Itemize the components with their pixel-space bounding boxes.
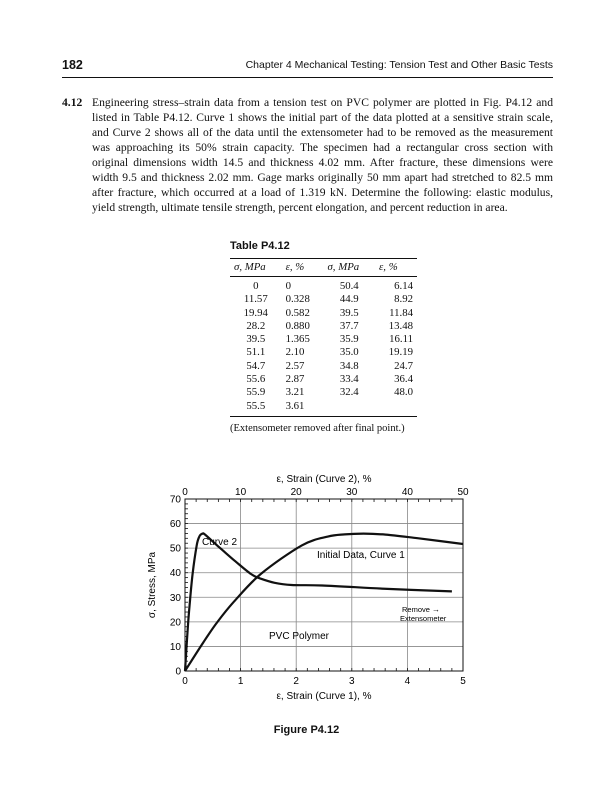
y-tick-label: 0: [175, 666, 181, 678]
table-cell: 44.9: [339, 293, 359, 306]
y-tick-label: 70: [169, 494, 181, 506]
annotation-curve-2: Curve 2: [202, 537, 238, 548]
col-header-stress-2: σ, MPa: [323, 259, 375, 277]
x-tick-label-top: 40: [401, 487, 413, 498]
page-number: 182: [62, 58, 83, 72]
table-row: [230, 293, 417, 306]
table-row: [230, 307, 417, 320]
table-cell: 50.4: [339, 280, 359, 292]
table-p4-12: [230, 240, 430, 434]
table-cell: 19.94: [243, 306, 268, 319]
table-cell: 19.19: [388, 346, 413, 359]
table-row: [230, 346, 417, 359]
y-tick-label: 20: [169, 617, 181, 629]
y-tick-label: 50: [169, 543, 181, 555]
y-axis-label: σ, Stress, MPa: [147, 551, 158, 619]
table-cell: 2.87: [285, 373, 305, 386]
table-cell: [375, 400, 417, 417]
table-cell: 13.48: [388, 319, 413, 332]
annotation-material: PVC Polymer: [269, 631, 330, 642]
running-head: Chapter 4 Mechanical Testing: Tension Test and Other Basic Tests: [245, 59, 553, 71]
col-header-strain-1: ε, %: [282, 259, 324, 277]
table-cell: 36.4: [394, 373, 413, 386]
table-cell: 2.57: [285, 359, 305, 372]
annotation-remove: Remove: [402, 605, 430, 614]
table-cell: 11.84: [389, 306, 413, 319]
table-cell: 55.5: [230, 400, 282, 417]
table-cell: 51.1: [246, 346, 266, 359]
x-tick-label-bottom: 2: [293, 676, 299, 687]
table-cell: 0.880: [285, 319, 310, 332]
problem-number: 4.12: [62, 96, 83, 109]
table-cell: 0.582: [285, 306, 310, 319]
table-cell: 8.92: [394, 293, 413, 306]
x-tick-label-bottom: 3: [349, 676, 355, 687]
table-title: Table P4.12: [230, 240, 290, 252]
x-tick-label-bottom: 5: [460, 676, 466, 687]
table-cell: 28.2: [246, 319, 266, 332]
table-cell: 0: [253, 280, 259, 292]
table-cell: 55.6: [246, 373, 266, 386]
table-cell: 3.21: [285, 386, 305, 399]
table-cell: 33.4: [339, 373, 359, 386]
annotation-extensometer: Extensometer: [400, 614, 447, 623]
table-cell: 6.14: [394, 280, 413, 292]
table-cell: 39.5: [339, 306, 359, 319]
x-axis-label-bottom: ε, Strain (Curve 1), %: [276, 691, 372, 702]
header-rule: [62, 77, 553, 78]
col-header-strain-2: ε, %: [375, 259, 417, 277]
table-note: (Extensometer removed after final point.): [230, 422, 405, 434]
problem-4-12: [62, 95, 553, 215]
x-tick-label-top: 10: [235, 487, 247, 498]
y-tick-label: 60: [169, 519, 181, 531]
table-header-row: [230, 259, 417, 277]
x-tick-label-top: 20: [290, 487, 302, 498]
table-cell: 0: [285, 280, 291, 292]
table-body: [230, 277, 417, 417]
table-cell: 55.9: [246, 386, 266, 399]
col-header-stress-1: σ, MPa: [230, 259, 282, 277]
table-cell: 35.9: [339, 333, 359, 346]
y-tick-label: 10: [169, 641, 181, 653]
table-cell: 3.61: [282, 400, 324, 417]
table-cell: 48.0: [394, 386, 413, 399]
table-row: [230, 400, 417, 417]
table-cell: 39.5: [246, 333, 266, 346]
data-table: [230, 258, 417, 417]
annotation-curve-1: Initial Data, Curve 1: [317, 550, 405, 561]
table-cell: 24.7: [394, 359, 413, 372]
table-row: [230, 320, 417, 333]
table-cell: 1.365: [285, 333, 310, 346]
table-row: [230, 373, 417, 386]
stress-strain-chart: [0, 460, 613, 720]
table-row: [230, 333, 417, 346]
x-tick-label-bottom: 1: [237, 676, 244, 687]
y-tick-label: 30: [169, 592, 181, 604]
x-tick-label-top: 0: [182, 487, 188, 498]
table-row: [230, 386, 417, 399]
table-cell: [323, 400, 375, 417]
table-cell: 32.4: [339, 386, 359, 399]
y-tick-label: 40: [169, 568, 181, 580]
x-tick-label-bottom: 0: [182, 676, 188, 687]
table-cell: 37.7: [339, 319, 359, 332]
figure-caption: Figure P4.12: [273, 724, 340, 736]
x-axis-label-top: ε, Strain (Curve 2), %: [276, 474, 372, 485]
page-header: [62, 58, 553, 76]
table-row: [230, 360, 417, 373]
annotation-arrow: →: [432, 605, 440, 614]
table-row: [230, 277, 417, 294]
table-cell: 11.57: [243, 293, 268, 306]
x-tick-label-bottom: 4: [404, 676, 411, 687]
table-cell: 2.10: [285, 346, 305, 359]
table-cell: 34.8: [339, 359, 359, 372]
x-tick-label-top: 50: [457, 487, 469, 498]
table-cell: 35.0: [339, 346, 359, 359]
table-cell: 54.7: [246, 359, 266, 372]
table-cell: 0.328: [285, 293, 310, 306]
table-cell: 16.11: [389, 333, 413, 346]
problem-text: Engineering stress–strain data from a tension test on PVC polymer are plotted in Fig. P4.12 and listed in Table P4.12. Curve 1 shows the initial part of the data plotted at a sensitive strain scale, and Curve 2 shows all of the data until the extensometer had to be removed as the measurement was approaching its 50% strain capacity. The specimen had a rectangular cross section with original dimensions width 14.5 and thickness 4.02 mm. After fracture, these dimensions were width 9.5 and thickness 2.02 mm. Gage marks originally 50 mm apart had stretched to 82.5 mm after fracture, which occurred at a load of 1.319 kN. Determine the following: elastic modulus, yield strength, ultimate tensile strength, percent elongation, and percent reduction in area.: [92, 96, 553, 214]
x-tick-label-top: 30: [346, 487, 358, 498]
